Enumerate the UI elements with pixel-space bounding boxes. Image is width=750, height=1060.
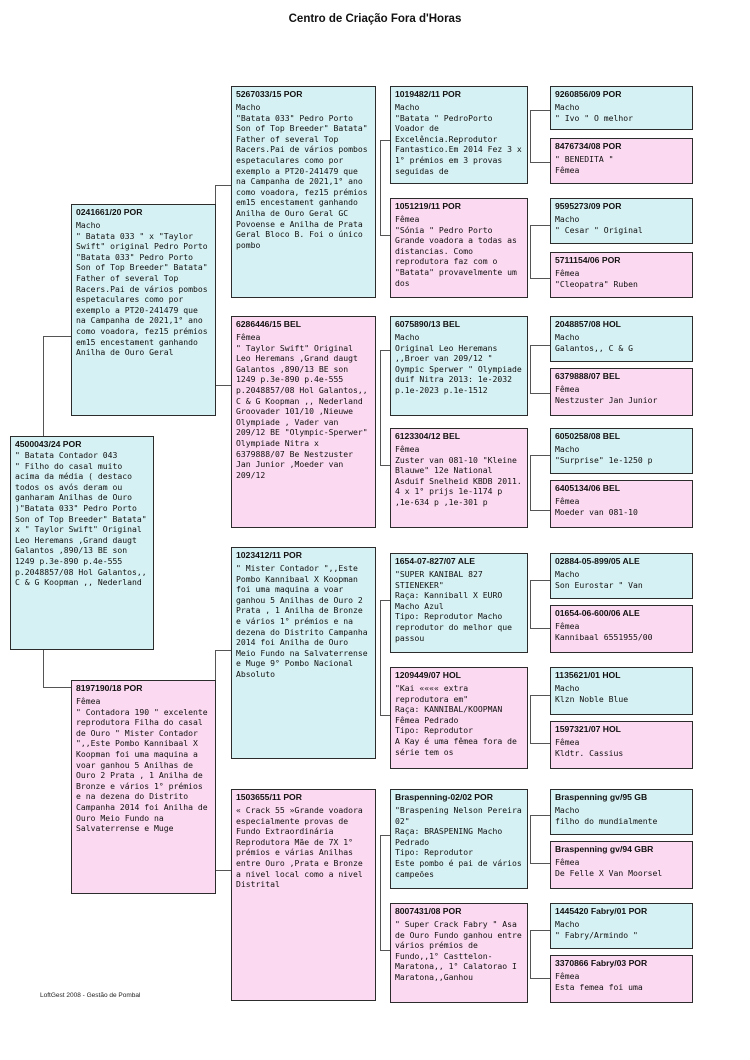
ancestor-box[interactable] bbox=[550, 316, 693, 362]
grandparent-box[interactable] bbox=[231, 789, 376, 1001]
connector-line bbox=[530, 455, 550, 456]
connector-line bbox=[530, 815, 531, 863]
connector-line bbox=[530, 978, 550, 979]
ring-number: 2048857/08 HOL bbox=[555, 319, 621, 329]
connector-line bbox=[380, 235, 390, 236]
great-grandparent-box[interactable] bbox=[390, 198, 528, 298]
connector-line bbox=[380, 350, 381, 465]
pigeon-notes: "Kai «««« extra reprodutora em" Raça: KANNIBAL/KOOPMAN Fêmea Pedrado Tipo: Reprodutor A Kay é uma fêmea fora de série tem os bbox=[395, 683, 517, 757]
great-grandparent-box[interactable] bbox=[390, 903, 528, 1003]
ring-number: 0241661/20 POR bbox=[76, 207, 143, 217]
pigeon-notes: Fêmea Moeder van 081-10 bbox=[555, 496, 638, 517]
pigeon-notes: Macho "Surprise" 1e-1250 p bbox=[555, 444, 653, 465]
ring-number: 1209449/07 HOL bbox=[395, 670, 461, 680]
ring-number: 4500043/24 POR bbox=[15, 439, 82, 449]
connector-line bbox=[530, 345, 531, 393]
pigeon-notes: Fêmea "Cleopatra" Ruben bbox=[555, 268, 638, 289]
ring-number: 1019482/11 POR bbox=[395, 89, 461, 99]
connector-line bbox=[530, 743, 550, 744]
connector-line bbox=[530, 815, 550, 816]
connector-line bbox=[530, 863, 550, 864]
connector-line bbox=[530, 580, 550, 581]
pigeon-notes: Fêmea Zuster van 081-10 "Kleine Blauwe" 12e National Asduif Snelheid KBDB 2011. 4 x 1° prijs 1e-1174 p ,1e-634 p ,1e-301 p bbox=[395, 444, 522, 507]
ring-number: 1023412/11 POR bbox=[236, 550, 302, 560]
connector-line bbox=[380, 140, 390, 141]
connector-line bbox=[43, 687, 71, 688]
ring-number: 6405134/06 BEL bbox=[555, 483, 620, 493]
ancestor-box[interactable] bbox=[550, 955, 693, 1003]
pigeon-notes: Fêmea Kldtr. Cassius bbox=[555, 737, 624, 758]
ring-number: 1654-07-827/07 ALE bbox=[395, 556, 475, 566]
pigeon-notes: « Crack 55 »Grande voadora especialmente provas de Fundo Extraordinária Reprodutora Mãe de 7X 1° prémios e várias Anilhas entre Ouro ,Prata e Bronze a nivel local como a nivel Distrital bbox=[236, 805, 363, 890]
pigeon-notes: Macho filho do mundialmente bbox=[555, 805, 658, 826]
connector-line bbox=[215, 870, 231, 871]
pigeon-notes: " BENEDITA " Fêmea bbox=[555, 154, 614, 175]
pigeon-notes: Fêmea De Felle X Van Moorsel bbox=[555, 857, 663, 878]
ring-number: 6050258/08 BEL bbox=[555, 431, 620, 441]
pigeon-notes: Fêmea Esta femea foi uma bbox=[555, 971, 643, 992]
ancestor-box[interactable] bbox=[550, 553, 693, 599]
grandparent-box[interactable] bbox=[231, 86, 376, 298]
ancestor-box[interactable] bbox=[550, 721, 693, 769]
ring-number: 9595273/09 POR bbox=[555, 201, 622, 211]
great-grandparent-box[interactable] bbox=[390, 667, 528, 769]
connector-line bbox=[380, 350, 390, 351]
footer-credit: LoftGest 2008 - Gestão de Pombal bbox=[40, 992, 141, 999]
pigeon-notes: Macho Klzn Noble Blue bbox=[555, 683, 629, 704]
connector-line bbox=[43, 650, 44, 687]
pigeon-notes: "SUPER KANIBAL 827 STIENEKER" Raça: Kanniball X EURO Macho Azul Tipo: Reprodutor Macho reprodutor do melhor que passou bbox=[395, 569, 512, 643]
ring-number: Braspenning gv/95 GB bbox=[555, 792, 648, 802]
great-grandparent-box[interactable] bbox=[390, 316, 528, 416]
page-title: Centro de Criação Fora d'Horas bbox=[288, 13, 462, 25]
ring-number: 3370866 Fabry/03 POR bbox=[555, 958, 648, 968]
ring-number: 5711154/06 POR bbox=[555, 255, 621, 265]
connector-line bbox=[380, 835, 390, 836]
connector-line bbox=[530, 930, 531, 978]
ring-number: Braspenning gv/94 GBR bbox=[555, 844, 654, 854]
ring-number: 5267033/15 POR bbox=[236, 89, 303, 99]
connector-line bbox=[530, 225, 531, 278]
connector-line bbox=[215, 650, 231, 651]
connector-line bbox=[530, 455, 531, 510]
pigeon-notes: Macho Original Leo Heremans ,,Broer van 209/12 " Oympic Sperwer " Olympiade duif Nitra 2013: 1e-2032 p.1e-2023 p.1e-1512 bbox=[395, 332, 522, 395]
pigeon-notes: Macho Galantos,, C & G bbox=[555, 332, 633, 353]
connector-line bbox=[530, 162, 550, 163]
ring-number: 01654-06-600/06 ALE bbox=[555, 608, 640, 618]
ancestor-box[interactable] bbox=[550, 86, 693, 130]
great-grandparent-box[interactable] bbox=[390, 553, 528, 653]
connector-line bbox=[380, 950, 390, 951]
ring-number: 8007431/08 POR bbox=[395, 906, 462, 916]
connector-line bbox=[380, 465, 390, 466]
ring-number: Braspenning-02/02 POR bbox=[395, 792, 493, 802]
connector-line bbox=[530, 628, 550, 629]
connector-line bbox=[530, 110, 531, 162]
ring-number: 1445420 Fabry/01 POR bbox=[555, 906, 648, 916]
pigeon-notes: Fêmea " Contadora 190 " excelente reprodutora Filha do casal de Ouro " Mister Contador ",,Este Pombo Kannibaal X Koopman foi uma maquina a voar ganhou 5 Anilhas de Ouro 2 Prata , 1 Anilha de Bronze e vários 1° prémios e na dezena do Distrito Campanha 2014 foi Anilha de Ouro Meio Fundo na Salvaterrense e Muge bbox=[76, 696, 208, 834]
ring-number: 8476734/08 POR bbox=[555, 141, 622, 151]
connector-line bbox=[530, 695, 550, 696]
ancestor-box[interactable] bbox=[550, 667, 693, 715]
pigeon-notes: Fêmea Kannibaal 6551955/00 bbox=[555, 621, 653, 642]
ring-number: 1503655/11 POR bbox=[236, 792, 302, 802]
ring-number: 1051219/11 POR bbox=[395, 201, 461, 211]
connector-line bbox=[215, 385, 231, 386]
ring-number: 6123304/12 BEL bbox=[395, 431, 460, 441]
pigeon-notes: Macho Son Eurostar " Van bbox=[555, 569, 643, 590]
ring-number: 8197190/18 POR bbox=[76, 683, 143, 693]
pigeon-notes: Macho " Fabry/Armindo " bbox=[555, 919, 638, 940]
connector-line bbox=[380, 600, 381, 715]
pigeon-notes: Fêmea " Taylor Swift" Original Leo Heremans ,Grand daugt Galantos ,890/13 BE son 1249 p.3e-890 p.4e-555 p.2048857/08 Hol Galantos,, C & G Koopman ,, Nederland Groovader 101/10 ,Nieuwe Olympiade , Vader van 209/12 BE "Olympic-Sperwer" Olympiade Nitra x 6379888/07 Be Nestzuster Jan Junior ,Moeder van 209/12 bbox=[236, 332, 368, 480]
pigeon-notes: Macho " Cesar " Original bbox=[555, 214, 643, 235]
grandparent-box[interactable] bbox=[231, 316, 376, 528]
ancestor-box[interactable] bbox=[550, 789, 693, 835]
pigeon-notes: " Super Crack Fabry " Asa de Ouro Fundo ganhou entre vários prémios de Fundo,,1° Casttelon-Maratona,, 1° Calatorao I Maratona,,Ganhou bbox=[395, 919, 522, 982]
ancestor-box[interactable] bbox=[550, 841, 693, 889]
ancestor-box[interactable] bbox=[550, 198, 693, 244]
ancestor-box[interactable] bbox=[550, 480, 693, 528]
pigeon-notes: " Batata Contador 043 " Filho do casal muito acima da média ( destaco todos os avós deram ou ganharam Anilhas de Ouro )"Batata 033" Pedro Porto Son of Top Breeder" Batata" x " Taylor Swift" Original Leo Heremans ,Grand daugt Galantos ,890/13 BE son 1249 p.3e-890 p.4e-555 p.2048857/08 Hol Galantos,, C & G Koopman ,, Nederland bbox=[15, 450, 147, 588]
pigeon-notes: Macho " Batata 033 " x "Taylor Swift" original Pedro Porto "Batata 033" Pedro Porto Son of Top Breeder" Batata" Father of several Top Racers.Pai de vários pombos espetaculares como por exemplo a PT20-241479 que na Campanha de 2021,1° ano como voadora, fez15 prémios em15 encestament ganhando Anilha de Ouro Geral bbox=[76, 220, 208, 358]
pigeon-notes: Fêmea "Sónia " Pedro Porto Grande voadora a todas as distancias. Como reprodutora faz com o "Batata" provavelmente um dos bbox=[395, 214, 517, 288]
connector-line bbox=[380, 835, 381, 950]
connector-line bbox=[530, 695, 531, 743]
pigeon-notes: "Braspening Nelson Pereira 02" Raça: BRASPENING Macho Pedrado Tipo: Reprodutor Este pombo é pai de vários campeões bbox=[395, 805, 522, 879]
ring-number: 1597321/07 HOL bbox=[555, 724, 621, 734]
connector-line bbox=[530, 510, 550, 511]
ring-number: 6075890/13 BEL bbox=[395, 319, 460, 329]
ancestor-box[interactable] bbox=[550, 138, 693, 184]
ancestor-box[interactable] bbox=[550, 368, 693, 416]
connector-line bbox=[215, 185, 231, 186]
connector-line bbox=[530, 345, 550, 346]
great-grandparent-box[interactable] bbox=[390, 86, 528, 184]
connector-line bbox=[530, 930, 550, 931]
connector-line bbox=[43, 336, 71, 337]
connector-line bbox=[43, 336, 44, 436]
dam-box[interactable] bbox=[71, 680, 216, 894]
ancestor-box[interactable] bbox=[550, 605, 693, 653]
pigeon-notes: Macho "Batata " PedroPorto Voador de Excelência.Reprodutor Fantastico.Em 2014 Fez 3 x 1° prémios em 3 provas seguidas de bbox=[395, 102, 522, 176]
connector-line bbox=[530, 225, 550, 226]
ring-number: 9260856/09 POR bbox=[555, 89, 622, 99]
great-grandparent-box[interactable] bbox=[390, 428, 528, 528]
pigeon-notes: " Mister Contador ",,Este Pombo Kannibaal X Koopman foi uma maquina a voar ganhou 5 Anilhas de Ouro 2 Prata , 1 Anilha de Bronze e vários 1° prémios e na dezena do Distrito Campanha 2014 foi Anilha de Ouro Meio Fundo na Salvaterrense e Muge 9° Pombo Nacional Absoluto bbox=[236, 563, 368, 679]
connector-line bbox=[530, 580, 531, 628]
ancestor-box[interactable] bbox=[550, 903, 693, 949]
sire-box[interactable] bbox=[71, 204, 216, 416]
ancestor-box[interactable] bbox=[550, 428, 693, 474]
subject-box[interactable] bbox=[10, 436, 154, 650]
great-grandparent-box[interactable] bbox=[390, 789, 528, 889]
connector-line bbox=[380, 600, 390, 601]
ring-number: 02884-05-899/05 ALE bbox=[555, 556, 640, 566]
ring-number: 6379888/07 BEL bbox=[555, 371, 620, 381]
connector-line bbox=[380, 715, 390, 716]
connector-line bbox=[530, 393, 550, 394]
ring-number: 6286446/15 BEL bbox=[236, 319, 301, 329]
pigeon-notes: Fêmea Nestzuster Jan Junior bbox=[555, 384, 658, 405]
connector-line bbox=[530, 278, 550, 279]
pigeon-notes: Macho "Batata 033" Pedro Porto Son of Top Breeder" Batata" Father of several Top Racers.Pai de vários pombos espetaculares como por exemplo a PT20-241479 que na Campanha de 2021,1° ano como voadora, fez15 prémios em15 encestament ganhando Anilha de Ouro Geral GC Povoense e Anilha de Prata Geral Bloco B. Foi o único pombo bbox=[236, 102, 368, 250]
connector-line bbox=[530, 110, 550, 111]
pigeon-notes: Macho " Ivo " O melhor bbox=[555, 102, 633, 123]
connector-line bbox=[380, 140, 381, 235]
ring-number: 1135621/01 HOL bbox=[555, 670, 621, 680]
ancestor-box[interactable] bbox=[550, 252, 693, 298]
grandparent-box[interactable] bbox=[231, 547, 376, 759]
